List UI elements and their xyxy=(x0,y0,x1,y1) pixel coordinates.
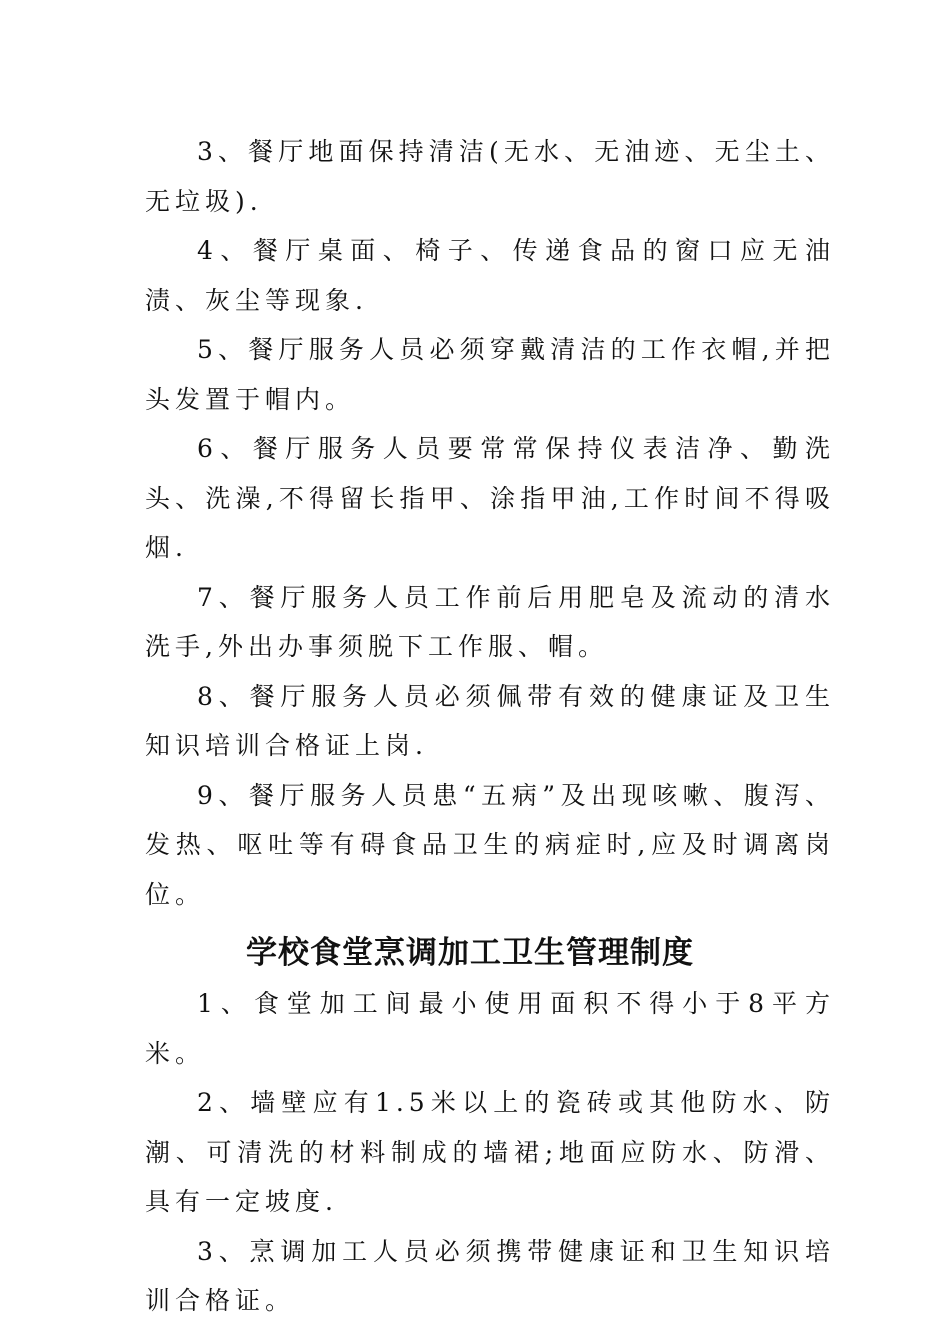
cooking-rule-2: 2、墙壁应有1.5米以上的瓷砖或其他防水、防潮、可清洗的材料制成的墙裙;地面应防水、防滑、具有一定坡度. xyxy=(145,1088,835,1216)
restaurant-rule-6: 6、餐厅服务人员要常常保持仪表洁净、勤洗头、洗澡,不得留长指甲、涂指甲油,工作时间不得吸烟. xyxy=(145,434,835,562)
document-page xyxy=(145,127,835,1326)
restaurant-rule-8: 8、餐厅服务人员必须佩带有效的健康证及卫生知识培训合格证上岗. xyxy=(145,681,835,760)
cooking-rule-3: 3、烹调加工人员必须携带健康证和卫生知识培训合格证。 xyxy=(145,1236,835,1315)
restaurant-rule-3: 3、餐厅地面保持清洁(无水、无油迹、无尘土、无垃圾). xyxy=(145,137,835,216)
section-title: 学校食堂烹调加工卫生管理制度 xyxy=(246,935,694,971)
cooking-rule-1: 1、食堂加工间最小使用面积不得小于8平方米。 xyxy=(145,989,835,1068)
restaurant-rule-4: 4、餐厅桌面、椅子、传递食品的窗口应无油渍、灰尘等现象. xyxy=(145,236,835,315)
restaurant-rule-9: 9、餐厅服务人员患“五病”及出现咳嗽、腹泻、发热、呕吐等有碍食品卫生的病症时,应及时调离岗位。 xyxy=(145,780,835,909)
restaurant-rule-5: 5、餐厅服务人员必须穿戴清洁的工作衣帽,并把头发置于帽内。 xyxy=(145,335,835,414)
restaurant-rule-7: 7、餐厅服务人员工作前后用肥皂及流动的清水洗手,外出办事须脱下工作服、帽。 xyxy=(145,582,835,661)
